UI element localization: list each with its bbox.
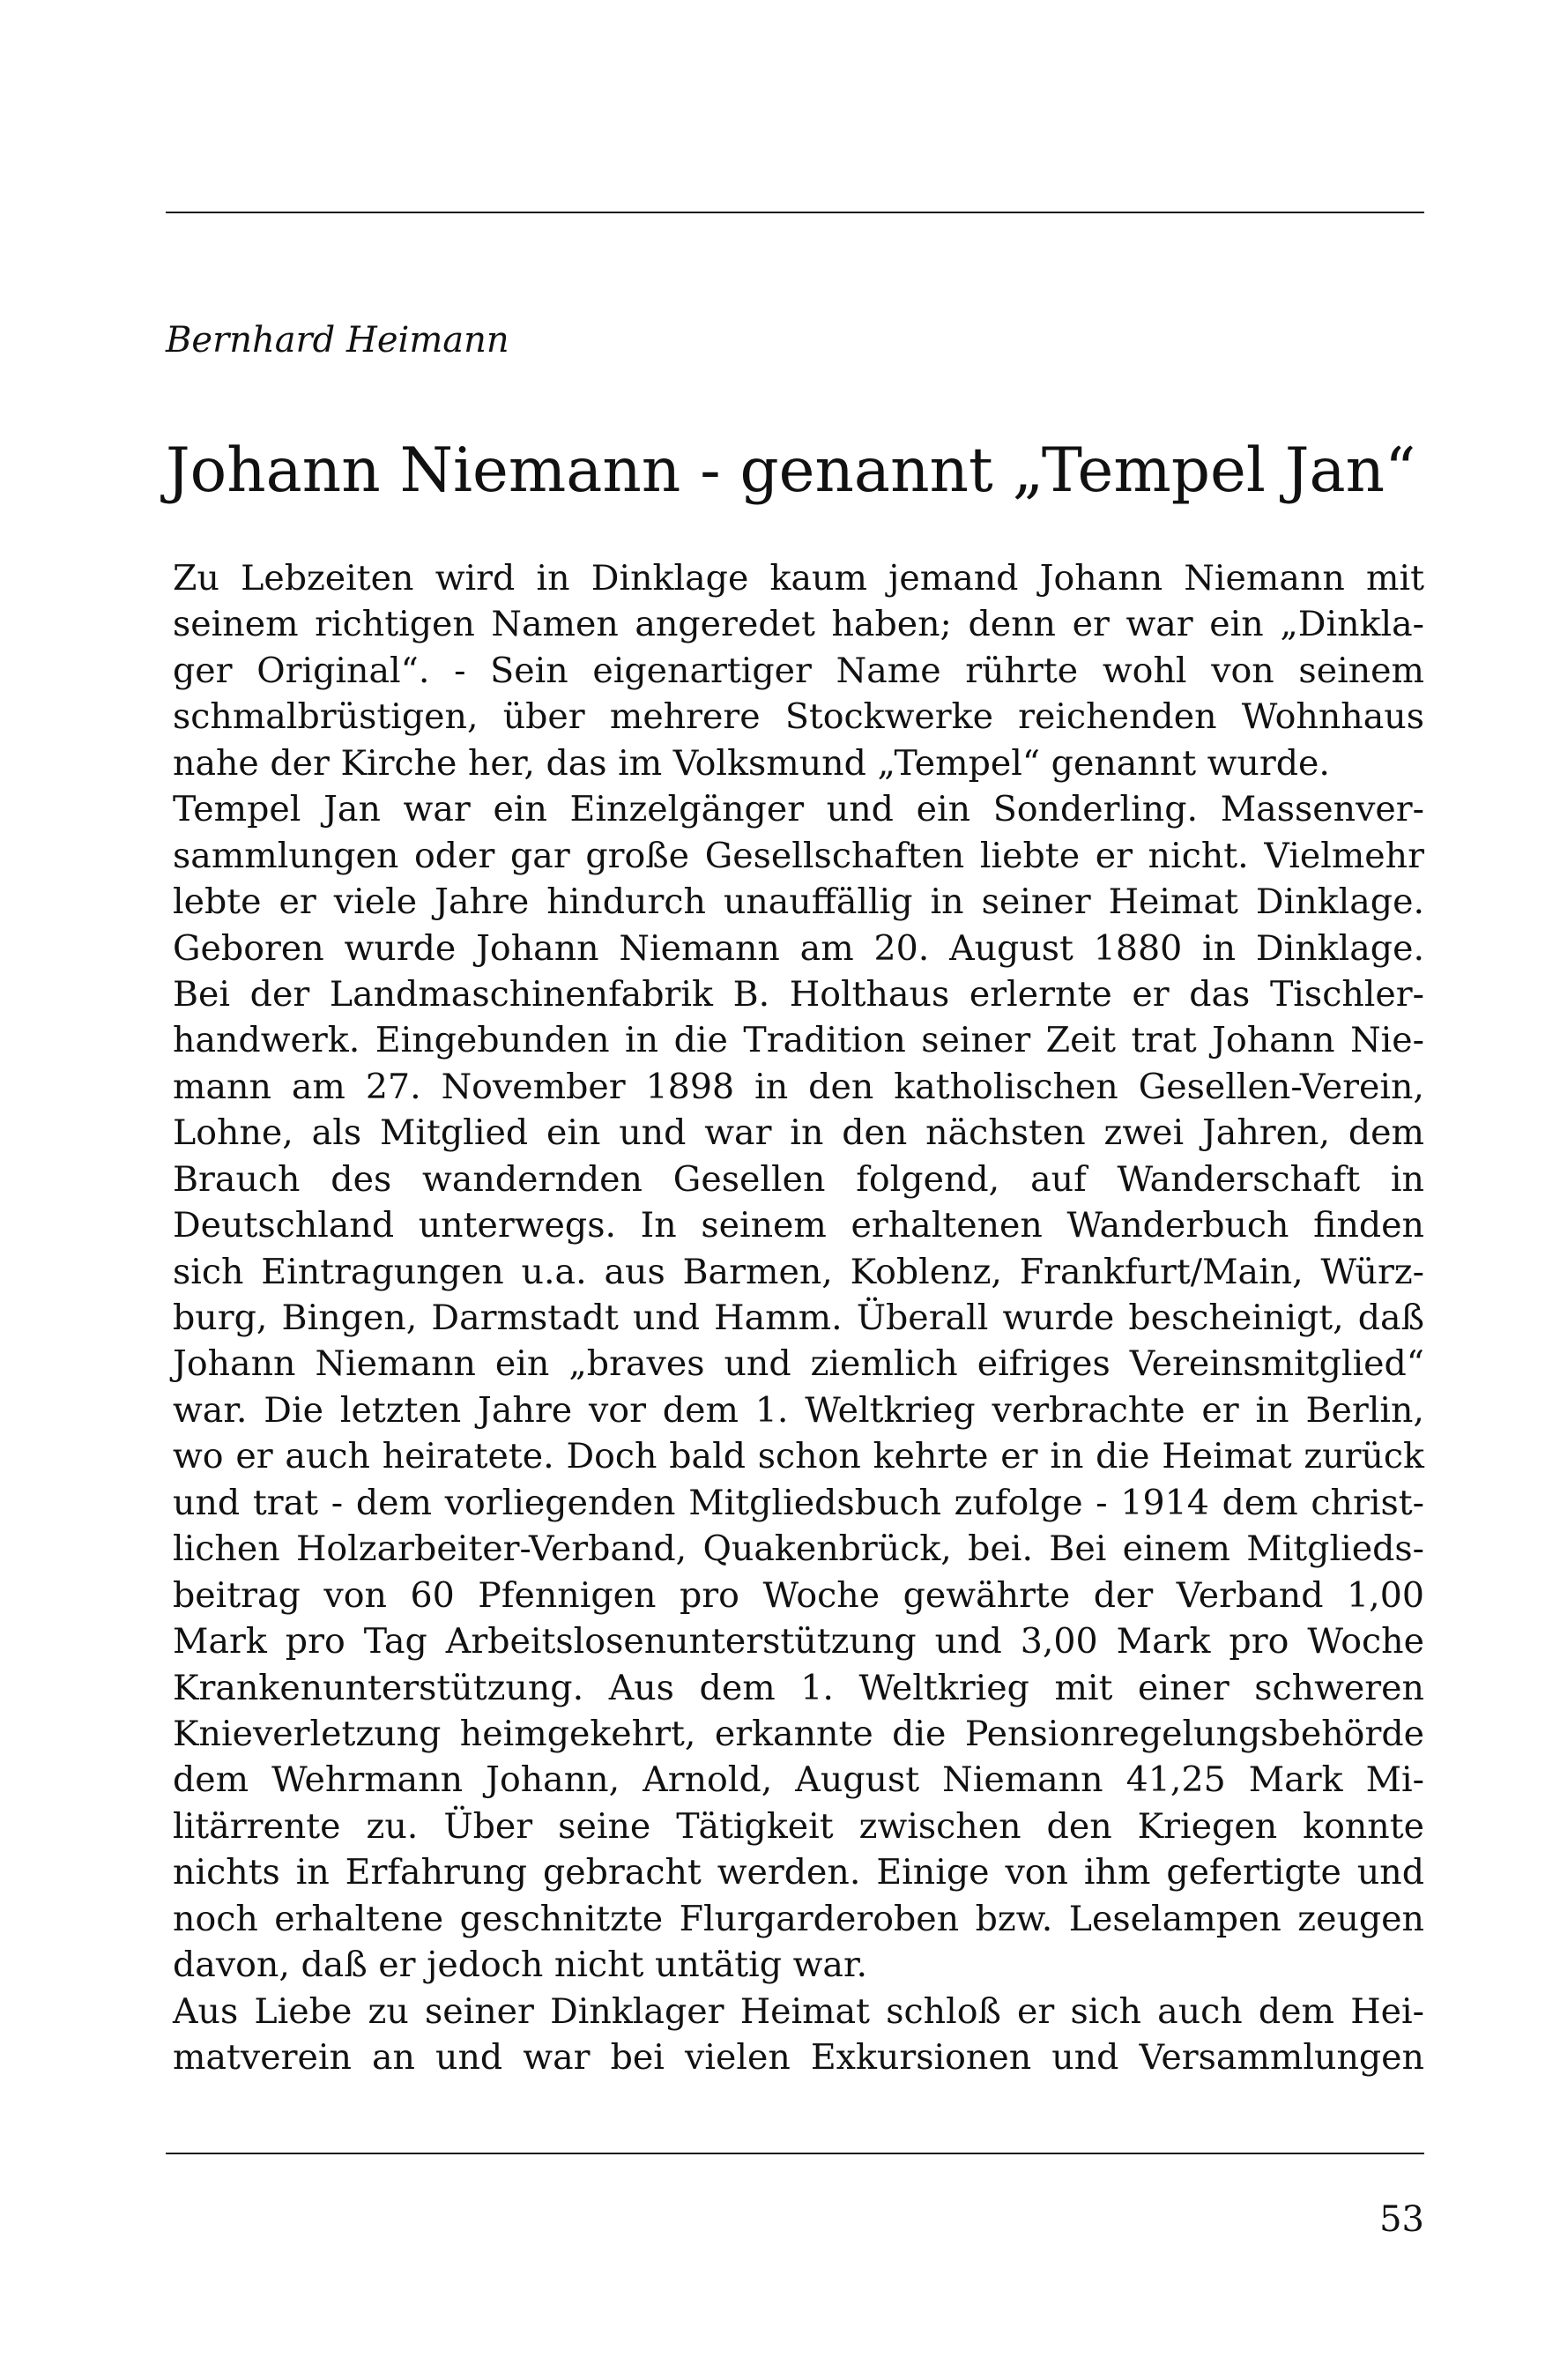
body-line: litärrente zu. Über seine Tätigkeit zwischen den Kriegen konnte	[173, 1805, 1424, 1847]
page-number: 53	[1379, 2199, 1424, 2240]
body-line: dem Wehrmann Johann, Arnold, August Niemann 41,25 Mark Mi-	[173, 1759, 1424, 1801]
body-line: sich Eintragungen u.a. aus Barmen, Koblenz, Frankfurt/Main, Würz-	[173, 1251, 1424, 1292]
body-line: nichts in Erfahrung gebracht werden. Einige von ihm gefertigte und	[173, 1852, 1424, 1893]
body-line: noch erhaltene geschnitzte Flurgarderoben bzw. Leselampen zeugen	[173, 1898, 1424, 1939]
body-line: Brauch des wandernden Gesellen folgend, auf Wanderschaft in	[173, 1158, 1424, 1200]
body-line: beitrag von 60 Pfennigen pro Woche gewährte der Verband 1,00	[173, 1574, 1424, 1616]
article-title: Johann Niemann - genannt „Tempel Jan“	[166, 435, 1416, 506]
body-line: Johann Niemann ein „braves und ziemlich eifriges Vereinsmitglied“	[173, 1343, 1424, 1385]
body-line: davon, daß er jedoch nicht untätig war.	[173, 1945, 868, 1986]
body-line: war. Die letzten Jahre vor dem 1. Weltkrieg verbrachte er in Berlin,	[173, 1389, 1424, 1431]
bottom-rule	[166, 2153, 1424, 2154]
body-line: Deutschland unterwegs. In seinem erhaltenen Wanderbuch finden	[173, 1205, 1424, 1246]
body-line: Knieverletzung heimgekehrt, erkannte die Pensionregelungsbehörde	[173, 1713, 1424, 1754]
body-line: lichen Holzarbeiter-Verband, Quakenbrück, bei. Bei einem Mitglieds-	[173, 1528, 1424, 1570]
body-line: burg, Bingen, Darmstadt und Hamm. Überall wurde bescheinigt, daß	[173, 1298, 1424, 1338]
article-body	[173, 555, 1424, 2080]
body-line: Tempel Jan war ein Einzelgänger und ein Sonderling. Massenver-	[173, 789, 1424, 830]
body-line: handwerk. Eingebunden in die Tradition seiner Zeit trat Johann Nie-	[173, 1020, 1424, 1061]
body-line: Zu Lebzeiten wird in Dinklage kaum jemand Johann Niemann mit	[173, 558, 1424, 599]
body-line: mann am 27. November 1898 in den katholischen Gesellen-Verein,	[173, 1066, 1424, 1107]
body-line: wo er auch heiratete. Doch bald schon kehrte er in die Heimat zurück	[173, 1436, 1424, 1477]
body-line: schmalbrüstigen, über mehrere Stockwerke reichenden Wohnhaus	[173, 696, 1424, 738]
body-line: matverein an und war bei vielen Exkursionen und Versammlungen	[173, 2037, 1424, 2078]
body-line: Geboren wurde Johann Niemann am 20. August 1880 in Dinklage.	[173, 927, 1424, 969]
body-line: Lohne, als Mitglied ein und war in den nächsten zwei Jahren, dem	[173, 1112, 1424, 1154]
body-line: nahe der Kirche her, das im Volksmund „Tempel“ genannt wurde.	[173, 742, 1330, 784]
body-line: Aus Liebe zu seiner Dinklager Heimat schloß er sich auch dem Hei-	[173, 1990, 1424, 2032]
body-line: lebte er viele Jahre hindurch unauffällig in seiner Heimat Dinklage.	[173, 881, 1424, 923]
body-line: Mark pro Tag Arbeitslosenunterstützung und 3,00 Mark pro Woche	[173, 1621, 1424, 1662]
top-rule	[166, 212, 1424, 213]
body-line: ger Original“. - Sein eigenartiger Name rührte wohl von seinem	[173, 650, 1424, 691]
body-line: Bei der Landmaschinenfabrik B. Holthaus erlernte er das Tischler-	[173, 973, 1424, 1015]
author-name: Bernhard Heimann	[166, 320, 509, 361]
body-line: Krankenunterstützung. Aus dem 1. Weltkrieg mit einer schweren	[173, 1667, 1424, 1708]
body-line: sammlungen oder gar große Gesellschaften liebte er nicht. Vielmehr	[173, 835, 1424, 876]
body-line: seinem richtigen Namen angeredet haben; denn er war ein „Dinkla-	[173, 604, 1424, 645]
body-line: und trat - dem vorliegenden Mitgliedsbuch zufolge - 1914 dem christ-	[173, 1482, 1424, 1523]
